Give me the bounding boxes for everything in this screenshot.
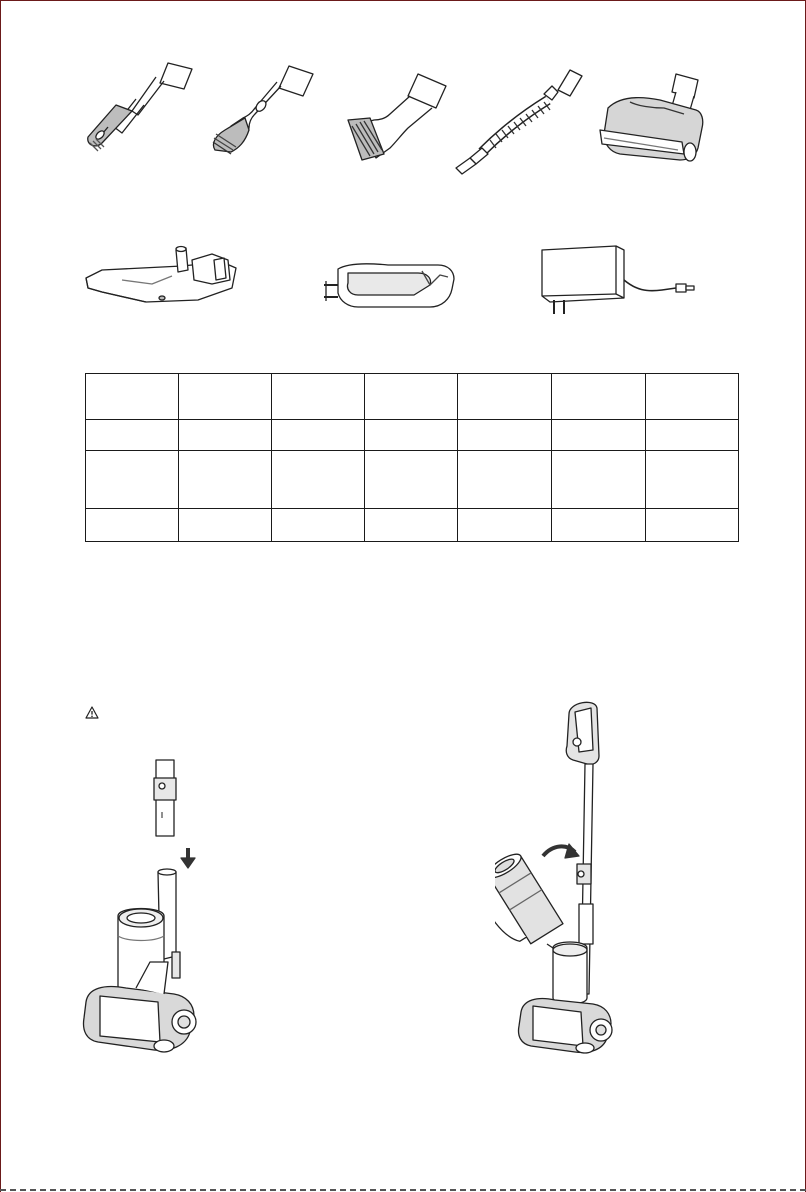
table-cell bbox=[365, 508, 458, 541]
table-cell bbox=[458, 420, 552, 451]
table-cell bbox=[552, 374, 646, 420]
table-row bbox=[86, 420, 739, 451]
crevice-brush-tool-illustration bbox=[80, 55, 198, 155]
table-cell bbox=[86, 420, 179, 451]
table-cell bbox=[179, 451, 272, 508]
table-cell bbox=[272, 374, 365, 420]
table-cell bbox=[646, 451, 739, 508]
insert-tube-into-base-figure bbox=[78, 756, 218, 1056]
table-row bbox=[86, 374, 739, 420]
table-cell bbox=[365, 451, 458, 508]
table-cell bbox=[179, 374, 272, 420]
mini-motorized-brush-illustration bbox=[590, 68, 710, 172]
table-cell bbox=[458, 451, 552, 508]
table-cell bbox=[365, 420, 458, 451]
power-adapter-illustration bbox=[536, 240, 696, 318]
table-cell bbox=[179, 420, 272, 451]
table-cell bbox=[179, 508, 272, 541]
table-cell bbox=[458, 374, 552, 420]
spec-table bbox=[85, 373, 739, 542]
wall-mount-bracket-illustration bbox=[318, 255, 458, 313]
table-cell bbox=[86, 451, 179, 508]
table-cell bbox=[646, 508, 739, 541]
table-cell bbox=[365, 374, 458, 420]
extension-hose-illustration bbox=[452, 66, 586, 178]
charging-dock-base-illustration bbox=[82, 240, 238, 306]
table-cell bbox=[458, 508, 552, 541]
table-cell bbox=[86, 374, 179, 420]
table-cell bbox=[552, 451, 646, 508]
page-bottom-rule bbox=[0, 1189, 806, 1191]
table-cell bbox=[86, 508, 179, 541]
dusting-brush-tool-illustration bbox=[205, 58, 317, 156]
warning-triangle-icon bbox=[85, 706, 99, 719]
table-cell bbox=[646, 420, 739, 451]
table-cell bbox=[272, 508, 365, 541]
table-row bbox=[86, 451, 739, 508]
table-cell bbox=[552, 420, 646, 451]
table-row bbox=[86, 508, 739, 541]
wide-brush-tool-illustration bbox=[340, 68, 452, 164]
table-cell bbox=[272, 451, 365, 508]
attach-handheld-unit-figure bbox=[495, 694, 620, 1056]
table-cell bbox=[646, 374, 739, 420]
table-cell bbox=[272, 420, 365, 451]
table-cell bbox=[552, 508, 646, 541]
